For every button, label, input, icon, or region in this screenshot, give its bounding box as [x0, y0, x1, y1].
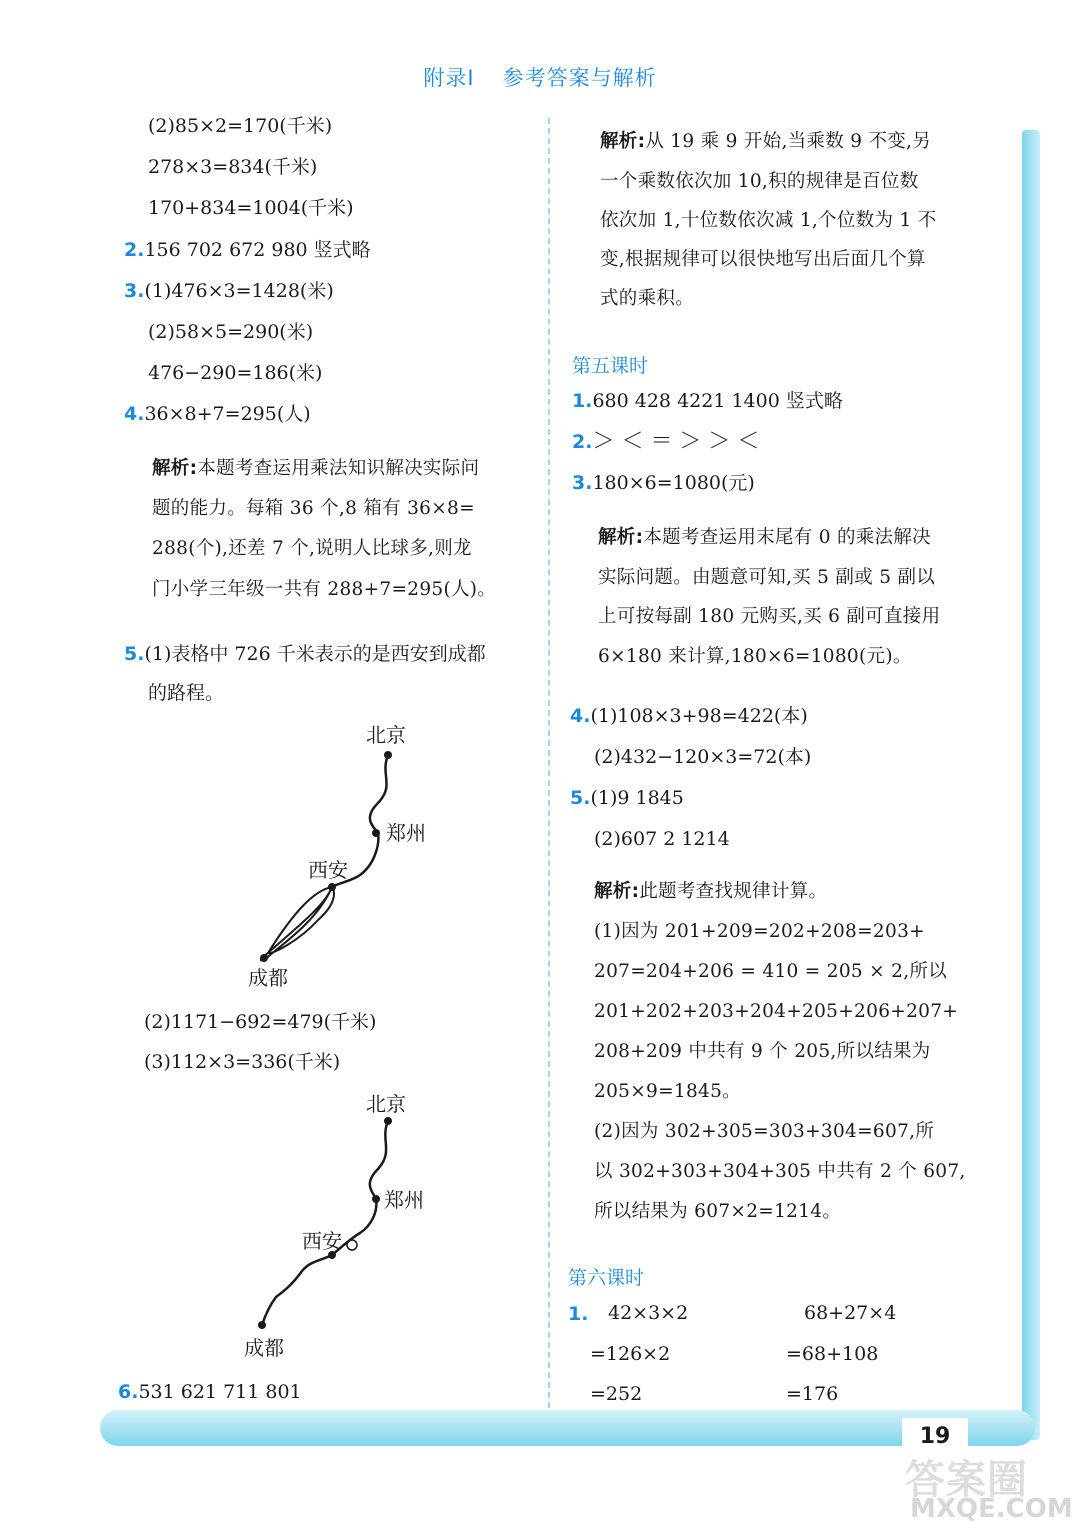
- answer-text: (1)9 1845: [590, 787, 684, 809]
- city-label-beijing: 北京: [366, 1092, 406, 1116]
- answer-text: (1)108×3+98=422(本): [590, 705, 808, 727]
- route-map-1: [240, 715, 460, 995]
- header-title: 参考答案与解析: [502, 66, 657, 90]
- city-dot-beijing: [384, 751, 392, 759]
- city-label-zhengzhou: 郑州: [386, 821, 426, 845]
- question-number: 1.: [572, 390, 593, 412]
- analysis-3-line-1: 解析:本题考查运用末尾有 0 的乘法解决: [598, 527, 931, 548]
- city-dot-chengdu: [258, 1321, 266, 1329]
- city-label-beijing: 北京: [366, 723, 406, 747]
- analysis-3-line-3: 上可按每副 180 元购买,买 6 副可直接用: [598, 606, 941, 627]
- analysis-label: 解析:: [598, 527, 644, 548]
- city-label-chengdu: 成都: [244, 1336, 284, 1360]
- question-number: 3.: [124, 280, 145, 302]
- column-divider: [548, 118, 550, 1408]
- analysis-4-line-2: 题的能力。每箱 36 个,8 箱有 36×8=: [152, 498, 475, 519]
- answer-text: ＞ ＜ ＝ ＞ ＞ ＜: [592, 429, 760, 454]
- left-line-3: 170+834=1004(千米): [148, 197, 354, 219]
- analysis-top-line-1: 解析:从 19 乘 9 开始,当乘数 9 不变,另: [600, 131, 932, 152]
- city-label-xian: 西安: [302, 1229, 342, 1253]
- analysis-3-line-4: 6×180 来计算,180×6=1080(元)。: [598, 646, 912, 667]
- analysis-4-line-1: 解析:本题考查运用乘法知识解决实际问: [152, 458, 480, 479]
- lesson-5-question-4: [570, 704, 808, 728]
- lesson-5-question-1: [572, 389, 843, 413]
- question-3-line-3: 476−290=186(米): [148, 362, 323, 384]
- question-number: 1.: [568, 1303, 589, 1325]
- calc-b-step-2: =68+108: [786, 1343, 879, 1365]
- question-2: [124, 238, 371, 262]
- analysis-label: 解析:: [152, 458, 198, 479]
- analysis-label: 解析:: [594, 881, 640, 902]
- answer-text: (1)表格中 726 千米表示的是西安到成都: [144, 643, 486, 665]
- question-5-line-2: 的路程。: [148, 682, 225, 704]
- question-5: [124, 642, 486, 666]
- answer-text: 680 428 4221 1400 竖式略: [592, 390, 843, 412]
- left-line-1: (2)85×2=170(千米): [148, 115, 333, 137]
- city-dot-beijing: [384, 1117, 392, 1125]
- analysis-4-line-4: 门小学三年级一共有 288+7=295(人)。: [152, 579, 497, 600]
- question-number: 2.: [124, 239, 145, 261]
- analysis-5-line-1: (1)因为 201+209=202+208=203+: [594, 921, 925, 942]
- section-title-lesson-6: 第六课时: [568, 1267, 645, 1289]
- lesson-5-question-5-line-2: (2)607 2 1214: [594, 828, 730, 850]
- route-map-2: [240, 1085, 460, 1365]
- city-label-chengdu: 成都: [248, 966, 288, 990]
- watermark-logo: 答案圈: [905, 1457, 1028, 1503]
- page-number: 19: [902, 1418, 968, 1456]
- page-header: [0, 62, 1080, 92]
- analysis-5-line-8: 所以结果为 607×2=1214。: [594, 1201, 842, 1222]
- lesson-5-question-3: [572, 471, 755, 495]
- calc-b-step-1: 68+27×4: [804, 1302, 897, 1324]
- lesson-6-question-1-number: [568, 1302, 588, 1326]
- lesson-5-question-5: [570, 786, 684, 810]
- question-5-part-3: (3)112×3=336(千米): [144, 1051, 341, 1073]
- city-label-xian: 西安: [308, 858, 348, 882]
- question-number: 6.: [118, 1381, 139, 1403]
- watermark-url: MXQE.COM: [910, 1494, 1073, 1524]
- calc-b-step-3: =176: [786, 1383, 839, 1405]
- city-ring-xian: [347, 1240, 357, 1250]
- question-3: [124, 279, 334, 303]
- analysis-5-line-0: 解析:此题考查找规律计算。: [594, 881, 828, 902]
- question-number: 3.: [572, 472, 593, 494]
- question-5-part-2: (2)1171−692=479(千米): [144, 1011, 377, 1033]
- question-number: 4.: [124, 403, 145, 425]
- answer-text: 180×6=1080(元): [592, 472, 755, 494]
- answer-text: (1)476×3=1428(米): [144, 280, 334, 302]
- analysis-5-line-4: 208+209 中共有 9 个 205,所以结果为: [594, 1041, 931, 1062]
- question-3-line-2: (2)58×5=290(米): [148, 321, 314, 343]
- route-line: [262, 1121, 388, 1325]
- analysis-3-line-2: 实际问题。由题意可知,买 5 副或 5 副以: [598, 567, 936, 588]
- city-label-zhengzhou: 郑州: [384, 1188, 424, 1212]
- answer-text: 531 621 711 801: [138, 1381, 302, 1403]
- lesson-5-question-2: [572, 430, 759, 454]
- calc-a-step-2: =126×2: [590, 1343, 671, 1365]
- question-number: 5.: [124, 643, 145, 665]
- left-line-2: 278×3=834(千米): [148, 156, 318, 178]
- question-4: [124, 402, 311, 426]
- city-dot-zhengzhou: [372, 829, 380, 837]
- section-title-lesson-5: 第五课时: [572, 355, 649, 377]
- calc-a-step-3: =252: [590, 1383, 643, 1405]
- analysis-top-line-5: 式的乘积。: [600, 288, 695, 309]
- lesson-5-question-4-line-2: (2)432−120×3=72(本): [594, 746, 812, 768]
- analysis-5-line-7: 以 302+303+304+305 中共有 2 个 607,: [594, 1161, 966, 1182]
- question-number: 5.: [570, 787, 591, 809]
- analysis-5-line-5: 205×9=1845。: [594, 1081, 741, 1102]
- analysis-5-line-6: (2)因为 302+305=303+304=607,所: [594, 1121, 935, 1142]
- analysis-4-line-3: 288(个),还差 7 个,说明人比球多,则龙: [152, 538, 472, 559]
- question-number: 4.: [570, 705, 591, 727]
- header-appendix: 附录Ⅰ: [423, 66, 475, 90]
- right-decorative-band: [1022, 130, 1040, 1440]
- answer-text: 36×8+7=295(人): [144, 403, 311, 425]
- analysis-top-line-3: 依次加 1,十位数依次减 1,个位数为 1 不: [600, 210, 937, 231]
- analysis-5-line-3: 201+202+203+204+205+206+207+: [594, 1001, 959, 1022]
- calc-a-step-1: 42×3×2: [608, 1302, 689, 1324]
- question-6: [118, 1380, 302, 1404]
- city-dot-chengdu: [260, 954, 268, 962]
- bottom-decorative-band: [100, 1410, 1035, 1446]
- city-dot-xian: [328, 883, 336, 891]
- city-dot-zhengzhou: [372, 1195, 380, 1203]
- analysis-label: 解析:: [600, 131, 646, 152]
- answer-text: 156 702 672 980 竖式略: [144, 239, 371, 261]
- question-number: 2.: [572, 431, 593, 453]
- route-outer-loop: [261, 887, 332, 960]
- analysis-top-line-2: 一个乘数依次加 10,积的规律是百位数: [600, 171, 919, 192]
- analysis-top-line-4: 变,根据规律可以很快地写出后面几个算: [600, 249, 926, 270]
- analysis-5-line-2: 207=204+206 = 410 = 205 × 2,所以: [594, 961, 947, 982]
